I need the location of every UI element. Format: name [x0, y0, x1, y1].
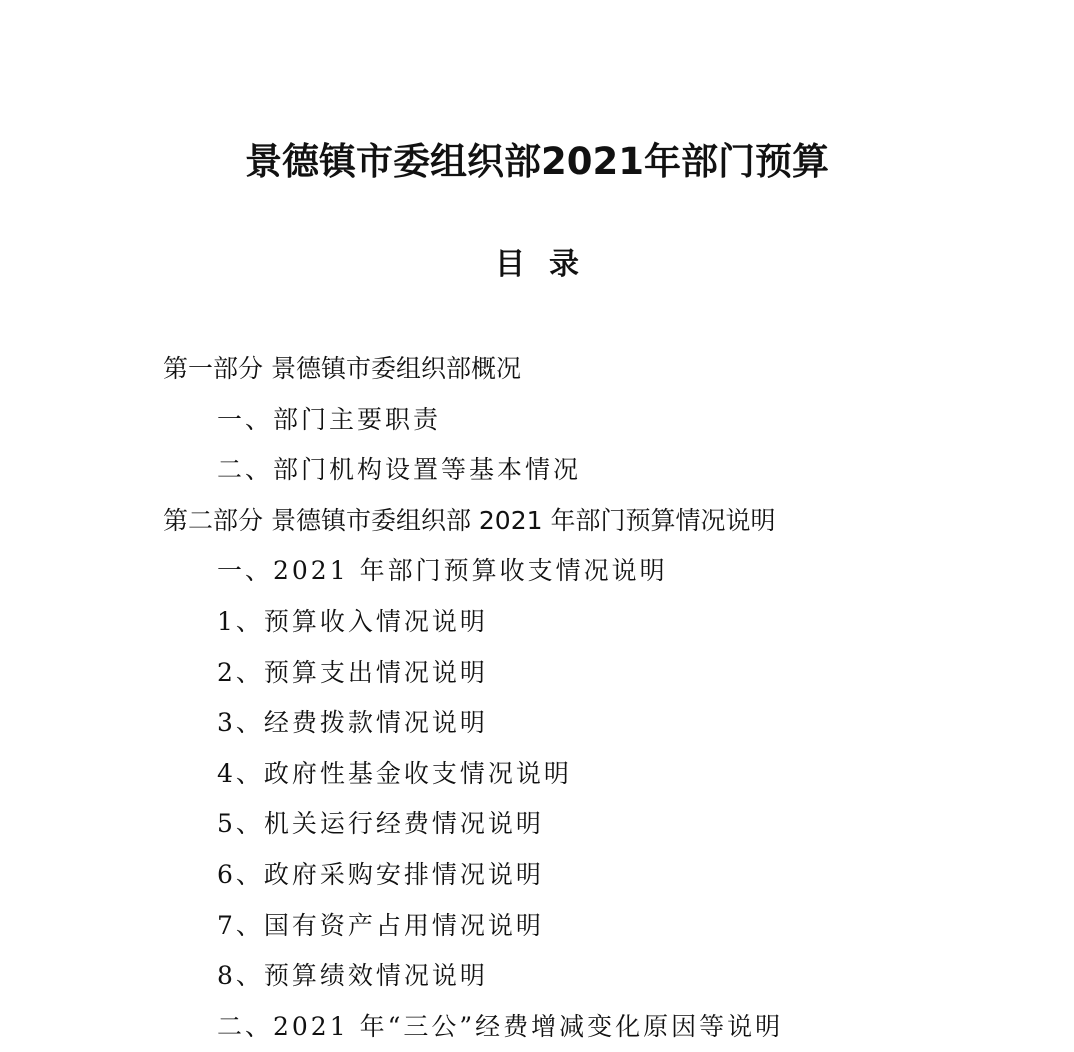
- toc-item-budget-overview: 一、2021 年部门预算收支情况说明: [217, 556, 668, 586]
- toc-item-expenditure: 2、预算支出情况说明: [217, 657, 488, 687]
- toc-item-performance: 8、预算绩效情况说明: [217, 961, 488, 991]
- toc-item-three-public-expenses: 二、2021 年“三公”经费增减变化原因等说明: [217, 1011, 784, 1041]
- table-of-contents: [0, 344, 1074, 1052]
- toc-item-main-duties: 一、部门主要职责: [217, 404, 442, 434]
- toc-item-organization: 二、部门机构设置等基本情况: [217, 455, 582, 485]
- toc-item-appropriation: 3、经费拨款情况说明: [217, 708, 488, 738]
- toc-heading: 目录: [495, 247, 603, 282]
- toc-item-state-assets: 7、国有资产占用情况说明: [217, 910, 544, 940]
- document-title: 景德镇市委组织部2021年部门预算: [245, 140, 829, 183]
- toc-part-1: 第一部分 景德镇市委组织部概况: [163, 354, 521, 383]
- toc-item-income: 1、预算收入情况说明: [217, 606, 488, 636]
- toc-item-operating-cost: 5、机关运行经费情况说明: [217, 809, 544, 839]
- toc-item-government-fund: 4、政府性基金收支情况说明: [217, 758, 572, 788]
- toc-item-procurement: 6、政府采购安排情况说明: [217, 859, 544, 889]
- toc-part-2: 第二部分 景德镇市委组织部 2021 年部门预算情况说明: [163, 505, 776, 535]
